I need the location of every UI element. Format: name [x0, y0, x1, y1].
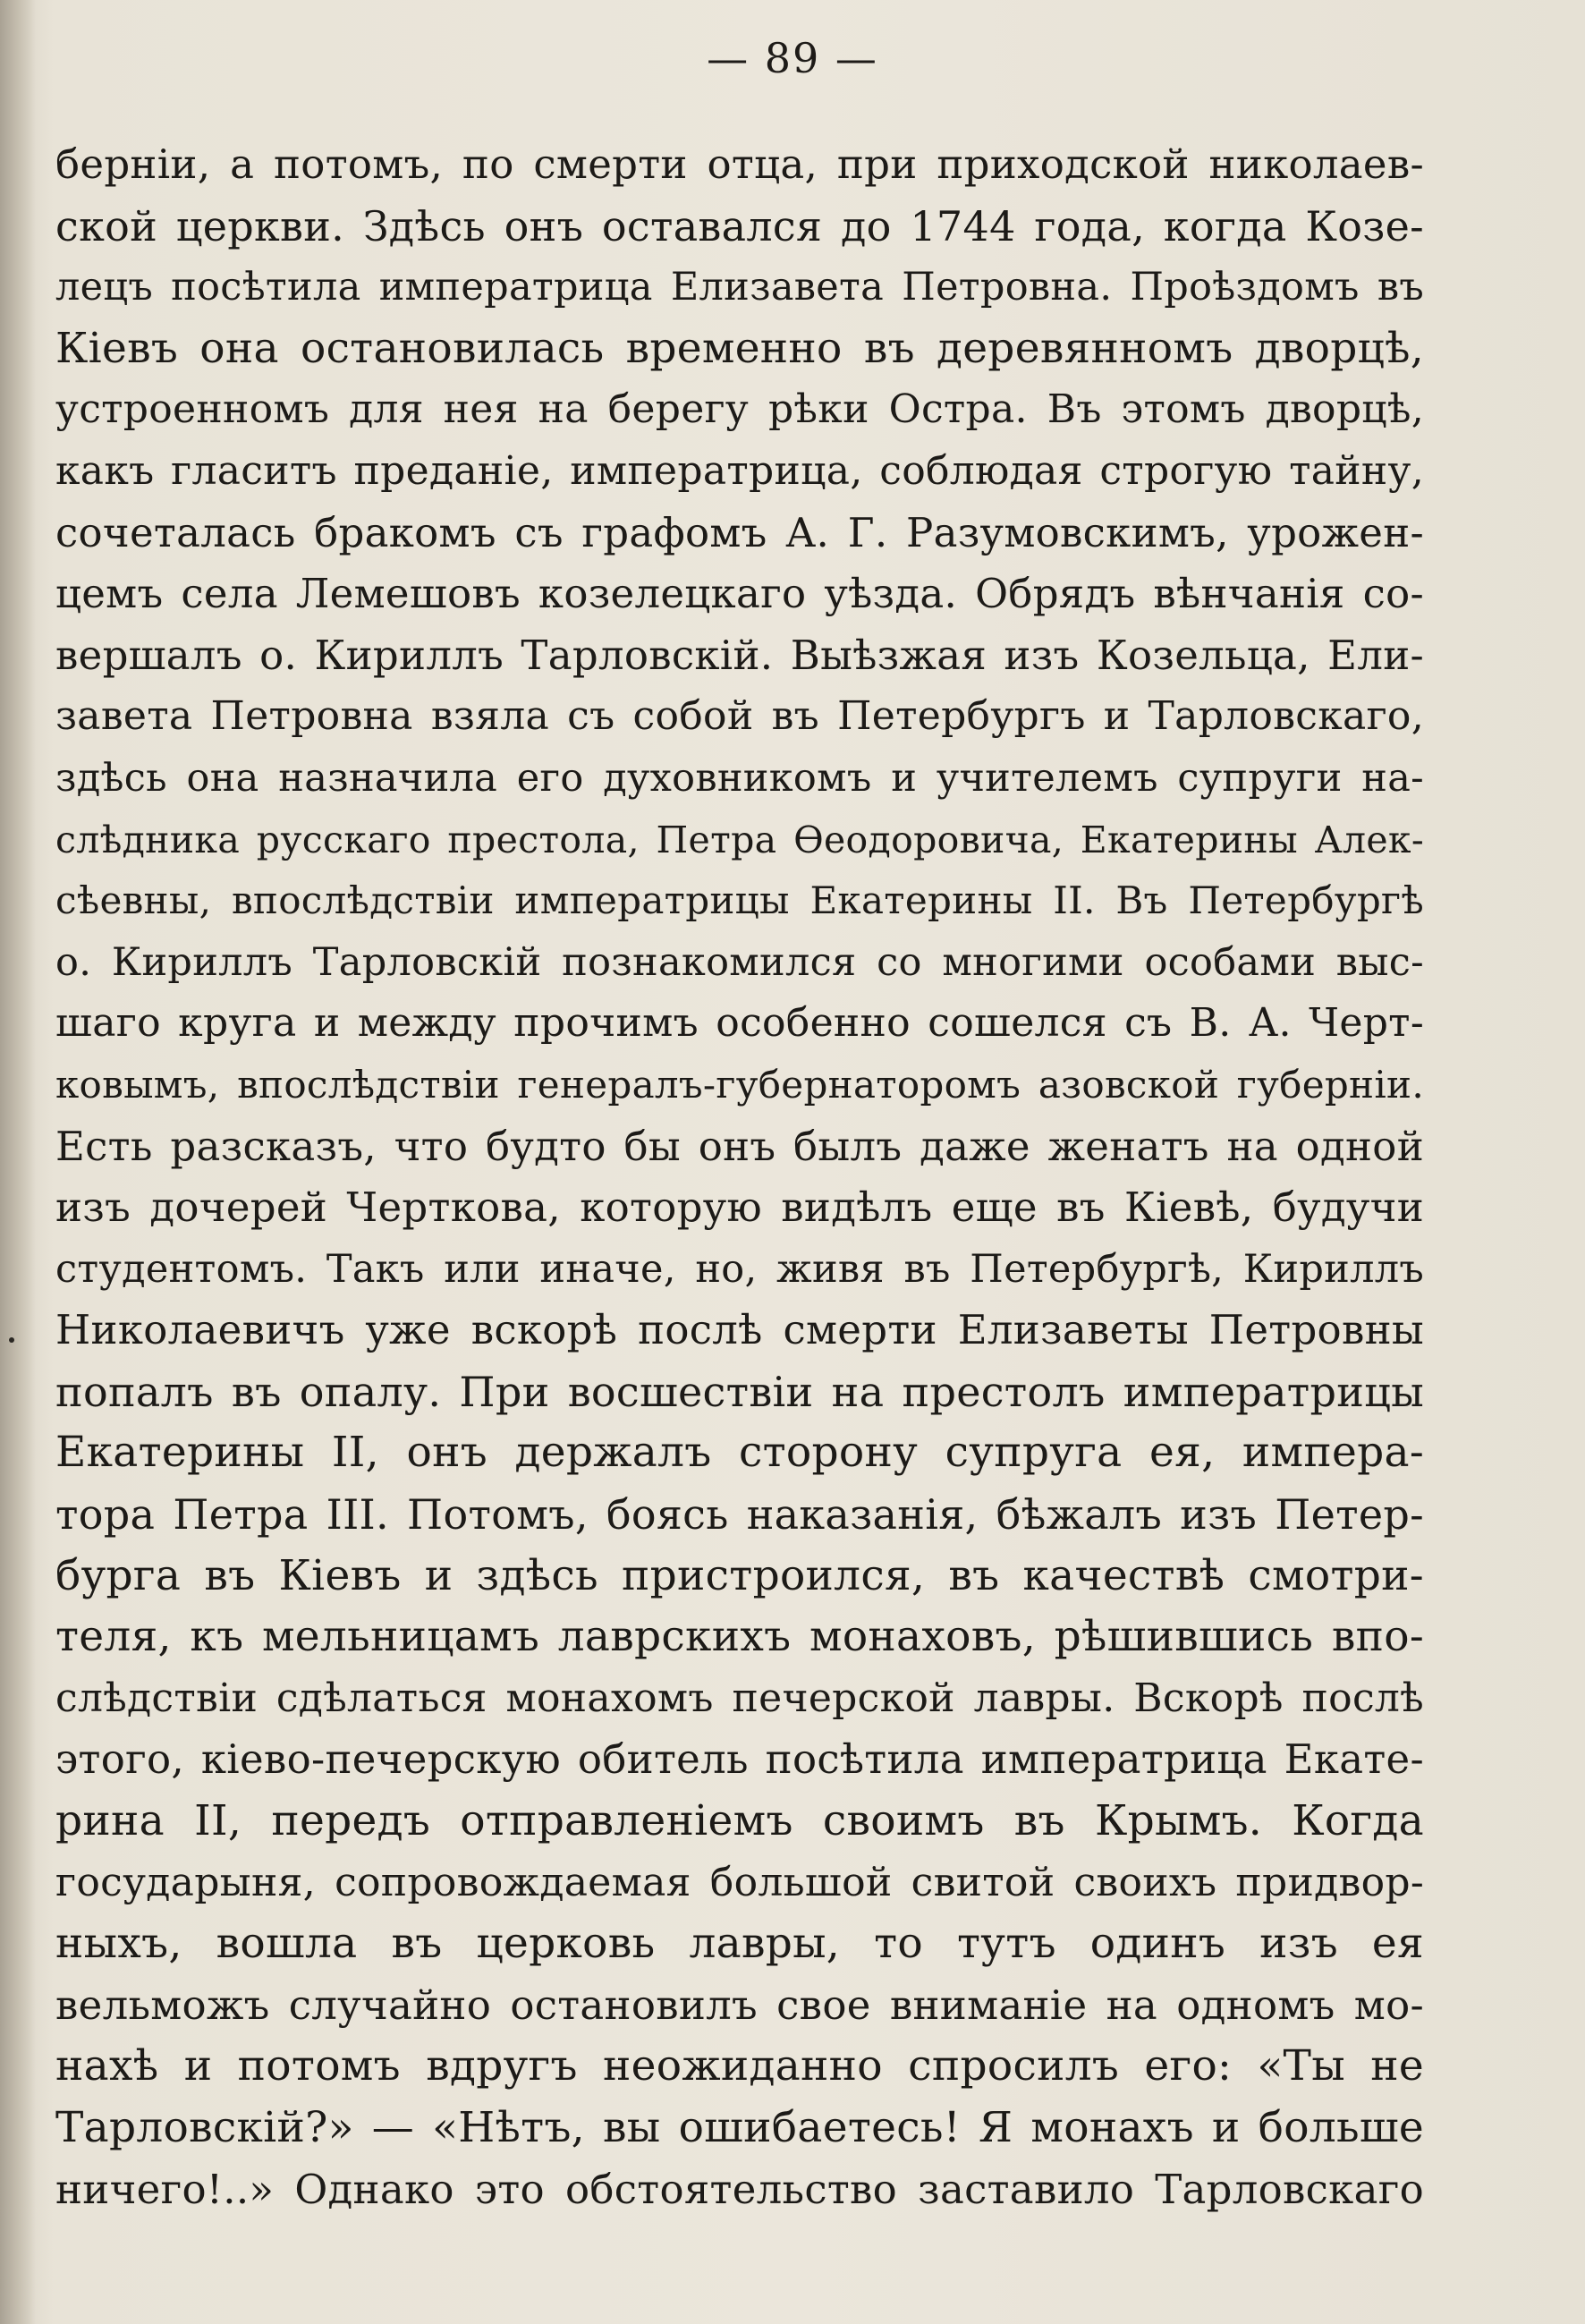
text-line: слѣдствіи сдѣлаться монахомъ печерской лавры. Вскорѣ послѣ [55, 1675, 1424, 1721]
text-line: Екатерины II, онъ держалъ сторону супруга ея, импера- [55, 1428, 1424, 1478]
text-line: нахѣ и потомъ вдругъ неожиданно спросилъ его: «Ты не [55, 2041, 1424, 2091]
text-line: устроенномъ для нея на берегу рѣки Остра. Въ этомъ дворцѣ, [55, 386, 1424, 433]
text-line: попалъ въ опалу. При восшествіи на престолъ императрицы [55, 1367, 1424, 1416]
text-line: государыня, сопровождаемая большой свитой своихъ придвор- [55, 1859, 1424, 1905]
text-line: слѣдника русскаго престола, Петра Ѳеодоровича, Екатерины Алек- [55, 818, 1424, 861]
body-text [55, 134, 1424, 2220]
text-line: изъ дочерей Черткова, которую видѣлъ еще въ Кіевѣ, будучи [55, 1183, 1424, 1232]
text-line: сѣевны, впослѣдствіи императрицы Екатерины II. Въ Петербургѣ [55, 878, 1424, 923]
text-line: теля, къ мельницамъ лаврскихъ монаховъ, рѣшившись впо- [55, 1612, 1424, 1662]
text-line: здѣсь она назначила его духовникомъ и учителемъ супруги на- [55, 755, 1424, 801]
text-line: Николаевичъ уже вскорѣ послѣ смерти Елизаветы Петровны [55, 1306, 1424, 1354]
text-line: тора Петра III. Потомъ, боясь наказанія, бѣжалъ изъ Петер- [55, 1490, 1424, 1539]
text-line: ныхъ, вошла въ церковь лавры, то тутъ одинъ изъ ея [55, 1919, 1424, 1969]
text-line: сочеталась бракомъ съ графомъ А. Г. Разумовскимъ, урожен- [55, 508, 1424, 556]
ink-speck [9, 1337, 14, 1343]
text-line: Тарловскій?» — «Нѣтъ, вы ошибаетесь! Я монахъ и больше [55, 2103, 1424, 2152]
text-line: бурга въ Кіевъ и здѣсь пристроился, въ качествѣ смотри- [55, 1550, 1424, 1600]
text-line: шаго круга и между прочимъ особенно сошелся съ В. А. Черт- [55, 1000, 1424, 1047]
text-line: студентомъ. Такъ или иначе, но, живя въ Петербургѣ, Кириллъ [55, 1246, 1424, 1292]
text-line: вельможъ случайно остановилъ свое вниманіе на одномъ мо- [55, 1980, 1424, 2029]
text-line: рина II, передъ отправленіемъ своимъ въ Крымъ. Когда [55, 1796, 1424, 1846]
text-line: о. Кириллъ Тарловскій познакомился со многими особами выс- [55, 939, 1424, 985]
text-line: Кіевъ она остановилась временно въ деревянномъ дворцѣ, [55, 323, 1424, 373]
page-binding-shadow [0, 0, 36, 2324]
text-line: берніи, а потомъ, по смерти отца, при приходской николаев- [55, 140, 1424, 188]
text-line: цемъ села Лемешовъ козелецкаго уѣзда. Обрядъ вѣнчанія со- [55, 570, 1424, 618]
text-line: этого, кіево-печерскую обитель посѣтила императрица Екате- [55, 1735, 1424, 1784]
text-line: лецъ посѣтила императрица Елизавета Петровна. Проѣздомъ въ [55, 265, 1424, 310]
text-line: вершалъ о. Кириллъ Тарловскій. Выѣзжая изъ Козельца, Ели- [55, 631, 1424, 679]
text-line: какъ гласитъ преданіе, императрица, соблюдая строгую тайну, [55, 447, 1424, 494]
text-line: ковымъ, впослѣдствіи генералъ-губернаторомъ азовской губерніи. [55, 1062, 1424, 1107]
text-line: ничего!..» Однако это обстоятельство заставило Тарловскаго [55, 2165, 1424, 2213]
text-line: ской церкви. Здѣсь онъ оставался до 1744 года, когда Козе- [55, 201, 1424, 250]
page-number: — 89 — [707, 34, 878, 82]
text-line: Есть разсказъ, что будто бы онъ былъ даже женатъ на одной [55, 1122, 1424, 1170]
text-line: завета Петровна взяла съ собой въ Петербургъ и Тарловскаго, [55, 693, 1424, 740]
